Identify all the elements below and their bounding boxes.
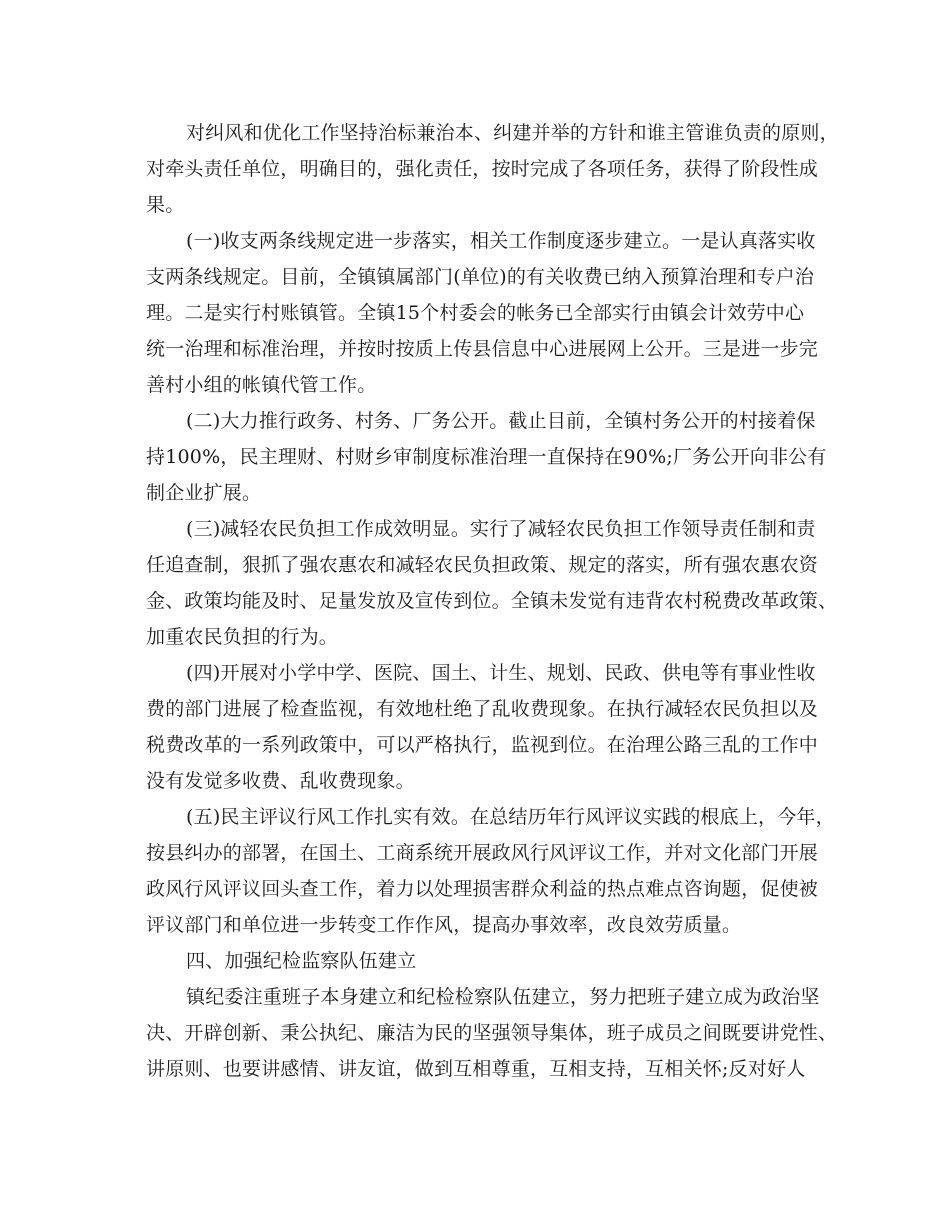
text-line-01: 对纠风和优化工作坚持治标兼治本、纠建并举的方针和谁主管谁负责的原则， — [186, 122, 839, 144]
text-line-26: 决、开辟创新、秉公执纪、廉洁为民的坚强领导集体，班子成员之间既要讲党性、 — [146, 1022, 838, 1044]
text-line-21: 按县纠办的部署，在国土、工商系统开展政风行风评议工作，并对文化部门开展 — [146, 842, 819, 864]
text-line-06: 理。二是实行村账镇管。全镇15个村委会的帐务已全部实行由镇会计效劳中心 — [146, 302, 805, 324]
text-line-17: 费的部门进展了检查监视，有效地杜绝了乱收费现象。在执行减轻农民负担以及 — [146, 698, 819, 720]
text-line-11: 制企业扩展。 — [146, 482, 262, 504]
text-line-14: 金、政策均能及时、足量发放及宣传到位。全镇未发觉有违背农村税费改革政策、 — [146, 590, 838, 612]
text-line-04: (一)收支两条线规定进一步落实，相关工作制度逐步建立。一是认真落实收 — [186, 230, 816, 252]
text-line-05: 支两条线规定。目前，全镇镇属部门(单位)的有关收费已纳入预算治理和专户治 — [146, 266, 815, 288]
text-line-07: 统一治理和标准治理，并按时按质上传县信息中心进展网上公开。三是进一步完 — [146, 338, 819, 360]
text-line-19: 没有发觉多收费、乱收费现象。 — [146, 770, 415, 792]
text-line-13: 任追查制，狠抓了强农惠农和减轻农民负担政策、规定的落实，所有强农惠农资 — [146, 554, 819, 576]
section-heading: 四、加强纪检监察队伍建立 — [186, 950, 417, 972]
text-line-23: 评议部门和单位进一步转变工作作风，提高办事效率，改良效劳质量。 — [146, 914, 742, 936]
text-line-18: 税费改革的一系列政策中，可以严格执行，监视到位。在治理公路三乱的工作中 — [146, 734, 819, 756]
text-line-27: 讲原则、也要讲感情、讲友谊，做到互相尊重，互相支持，互相关怀;反对好人 — [146, 1058, 806, 1080]
text-line-15: 加重农民负担的行为。 — [146, 626, 339, 648]
text-line-16: (四)开展对小学中学、医院、国土、计生、规划、民政、供电等有事业性收 — [186, 662, 816, 684]
text-line-20: (五)民主评议行风工作扎实有效。在总结历年行风评议实践的根底上，今年， — [186, 806, 835, 828]
text-line-25: 镇纪委注重班子本身建立和纪检检察队伍建立，努力把班子建立成为政治坚 — [186, 986, 820, 1008]
text-line-12: (三)减轻农民负担工作成效明显。实行了减轻农民负担工作领导责任制和责 — [186, 518, 816, 540]
text-line-09: (二)大力推行政务、村务、厂务公开。截止目前，全镇村务公开的村接着保 — [186, 410, 816, 432]
text-line-10: 持100%，民主理财、村财乡审制度标准治理一直保持在90%;厂务公开向非公有 — [146, 446, 827, 468]
text-line-08: 善村小组的帐镇代管工作。 — [146, 374, 377, 396]
text-line-03: 果。 — [146, 194, 185, 216]
text-line-22: 政风行风评议回头查工作，着力以处理损害群众利益的热点难点咨询题，促使被 — [146, 878, 819, 900]
text-line-02: 对牵头责任单位，明确目的，强化责任，按时完成了各项任务，获得了阶段性成 — [146, 158, 819, 180]
